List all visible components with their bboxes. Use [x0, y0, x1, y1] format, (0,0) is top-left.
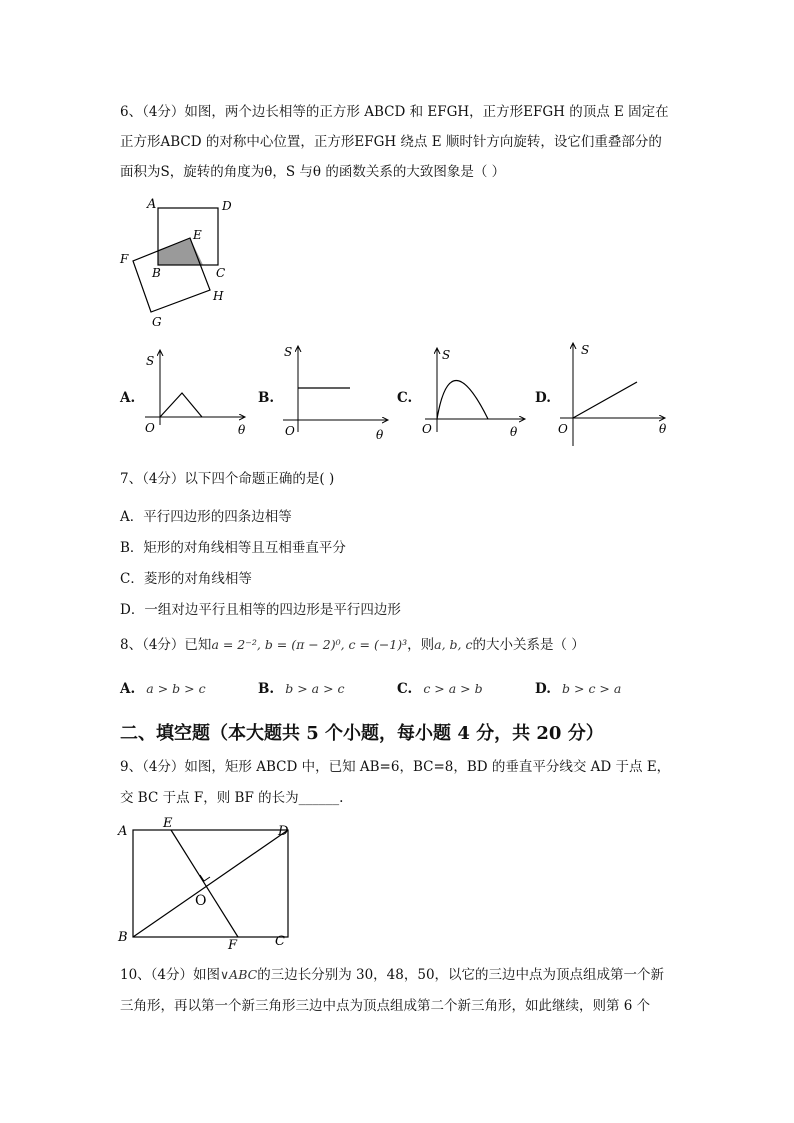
q8-vars: a, b, c [434, 637, 473, 652]
q6-graph-d [555, 338, 673, 453]
section-2-heading: 二、填空题（本大题共 5 个小题，每小题 4 分，共 20 分） [120, 723, 604, 744]
graph-d-o-label: O [558, 422, 568, 436]
q10-prefix: 10、（4分）如图 [120, 967, 221, 983]
label-C: C [275, 934, 285, 949]
label-C: C [216, 266, 226, 280]
q8-option-b-expr: b > a > c [285, 681, 345, 696]
q6-option-d-label: D. [535, 390, 551, 406]
graph-c-theta-label: θ [510, 425, 518, 439]
graph-b-o-label: O [285, 424, 295, 438]
q8-option-b-label: B. [258, 681, 275, 697]
graph-c-s-label: S [442, 348, 451, 362]
q6-graph-c [420, 342, 530, 442]
graph-c-curve [437, 381, 488, 420]
q8-option-a [120, 678, 206, 697]
q7-option-d: D．一组对边平行且相等的四边形是平行四边形 [120, 602, 401, 618]
graph-d-s-label: S [581, 343, 590, 357]
label-E: E [163, 816, 173, 831]
graph-b-s-label: S [284, 345, 293, 359]
graph-c-o-label: O [422, 422, 432, 436]
q9-stem-line2: 交 BC 于点 F，则 BF 的长为______. [120, 790, 344, 806]
label-O: O [195, 893, 207, 909]
label-B: B [118, 930, 128, 945]
q8-option-c-label: C. [397, 681, 413, 697]
q7-stem: 7、（4分）以下四个命题正确的是( ) [120, 471, 335, 487]
label-A: A [118, 824, 128, 839]
q8-option-d [535, 678, 621, 697]
q10-stem-line1 [120, 966, 664, 984]
label-G: G [152, 315, 162, 329]
q6-stem-line3: 面积为S，旋转的角度为θ，S 与θ 的函数关系的大致图象是（ ） [120, 164, 506, 180]
q8-option-c-expr: c > a > b [423, 681, 483, 696]
q10-line1-rest: 的三边长分别为 30，48，50，以它的三边中点为顶点组成第一个新 [257, 967, 665, 983]
q8-option-d-expr: b > c > a [562, 681, 622, 696]
q6-stem-line1: 6、（4分）如图，两个边长相等的正方形 ABCD 和 EFGH，正方形EFGH 的顶点 E 固定在 [120, 104, 669, 120]
graph-b-theta-label: θ [376, 428, 384, 442]
q6-option-a-label: A. [120, 390, 136, 406]
q6-squares-figure [115, 195, 240, 335]
q6-option-b-label: B. [258, 390, 275, 406]
q10-stem-line2: 三角形，再以第一个新三角形三边中点为顶点组成第二个新三角形，如此继续，则第 6 个 [120, 998, 651, 1014]
label-D: D [222, 199, 232, 213]
q8-option-a-label: A. [120, 681, 136, 697]
q10-triangle: ∨ABC [220, 967, 258, 982]
q7-option-c: C．菱形的对角线相等 [120, 571, 252, 587]
q6-stem-line2: 正方形ABCD 的对称中心位置，正方形EFGH 绕点 E 顺时针方向旋转，设它们重叠部分的 [120, 134, 662, 150]
q9-rectangle-figure [115, 815, 300, 950]
label-B: B [152, 266, 161, 280]
q8-option-c [397, 678, 483, 697]
q9-stem-line1: 9、（4分）如图，矩形 ABCD 中，已知 AB=6，BC=8，BD 的垂直平分线交 AD 于点 E， [120, 759, 671, 775]
q8-option-b [258, 678, 345, 697]
label-D: D [278, 824, 289, 839]
q8-prefix: 8、（4分）已知 [120, 637, 212, 653]
graph-a-o-label: O [145, 421, 155, 435]
graph-a-theta-label: θ [238, 423, 246, 437]
q7-option-b: B．矩形的对角线相等且互相垂直平分 [120, 540, 346, 556]
q8-option-a-expr: a > b > c [146, 681, 206, 696]
perpendicular-bisector-ef [171, 830, 238, 937]
label-A: A [147, 197, 157, 212]
label-H: H [213, 289, 224, 303]
right-angle-mark [200, 875, 210, 881]
graph-d-theta-label: θ [659, 422, 667, 436]
graph-a-s-label: S [146, 354, 155, 368]
label-E: E [193, 228, 202, 242]
q8-suffix: 的大小关系是（ ） [472, 637, 585, 653]
q6-graph-b [278, 340, 393, 445]
q6-graph-a [140, 345, 255, 440]
q8-expression: a = 2⁻², b = (π − 2)⁰, c = (−1)³ [211, 637, 408, 652]
q8-mid: ，则 [407, 637, 435, 653]
label-F: F [120, 252, 129, 266]
diagonal-bd [133, 830, 288, 937]
graph-d-curve [573, 382, 637, 418]
q8-option-d-label: D. [535, 681, 551, 697]
graph-a-curve [160, 393, 202, 417]
q6-option-c-label: C. [397, 390, 413, 406]
label-F: F [228, 938, 238, 950]
q8-stem [120, 636, 585, 654]
q7-option-a: A．平行四边形的四条边相等 [120, 509, 292, 525]
